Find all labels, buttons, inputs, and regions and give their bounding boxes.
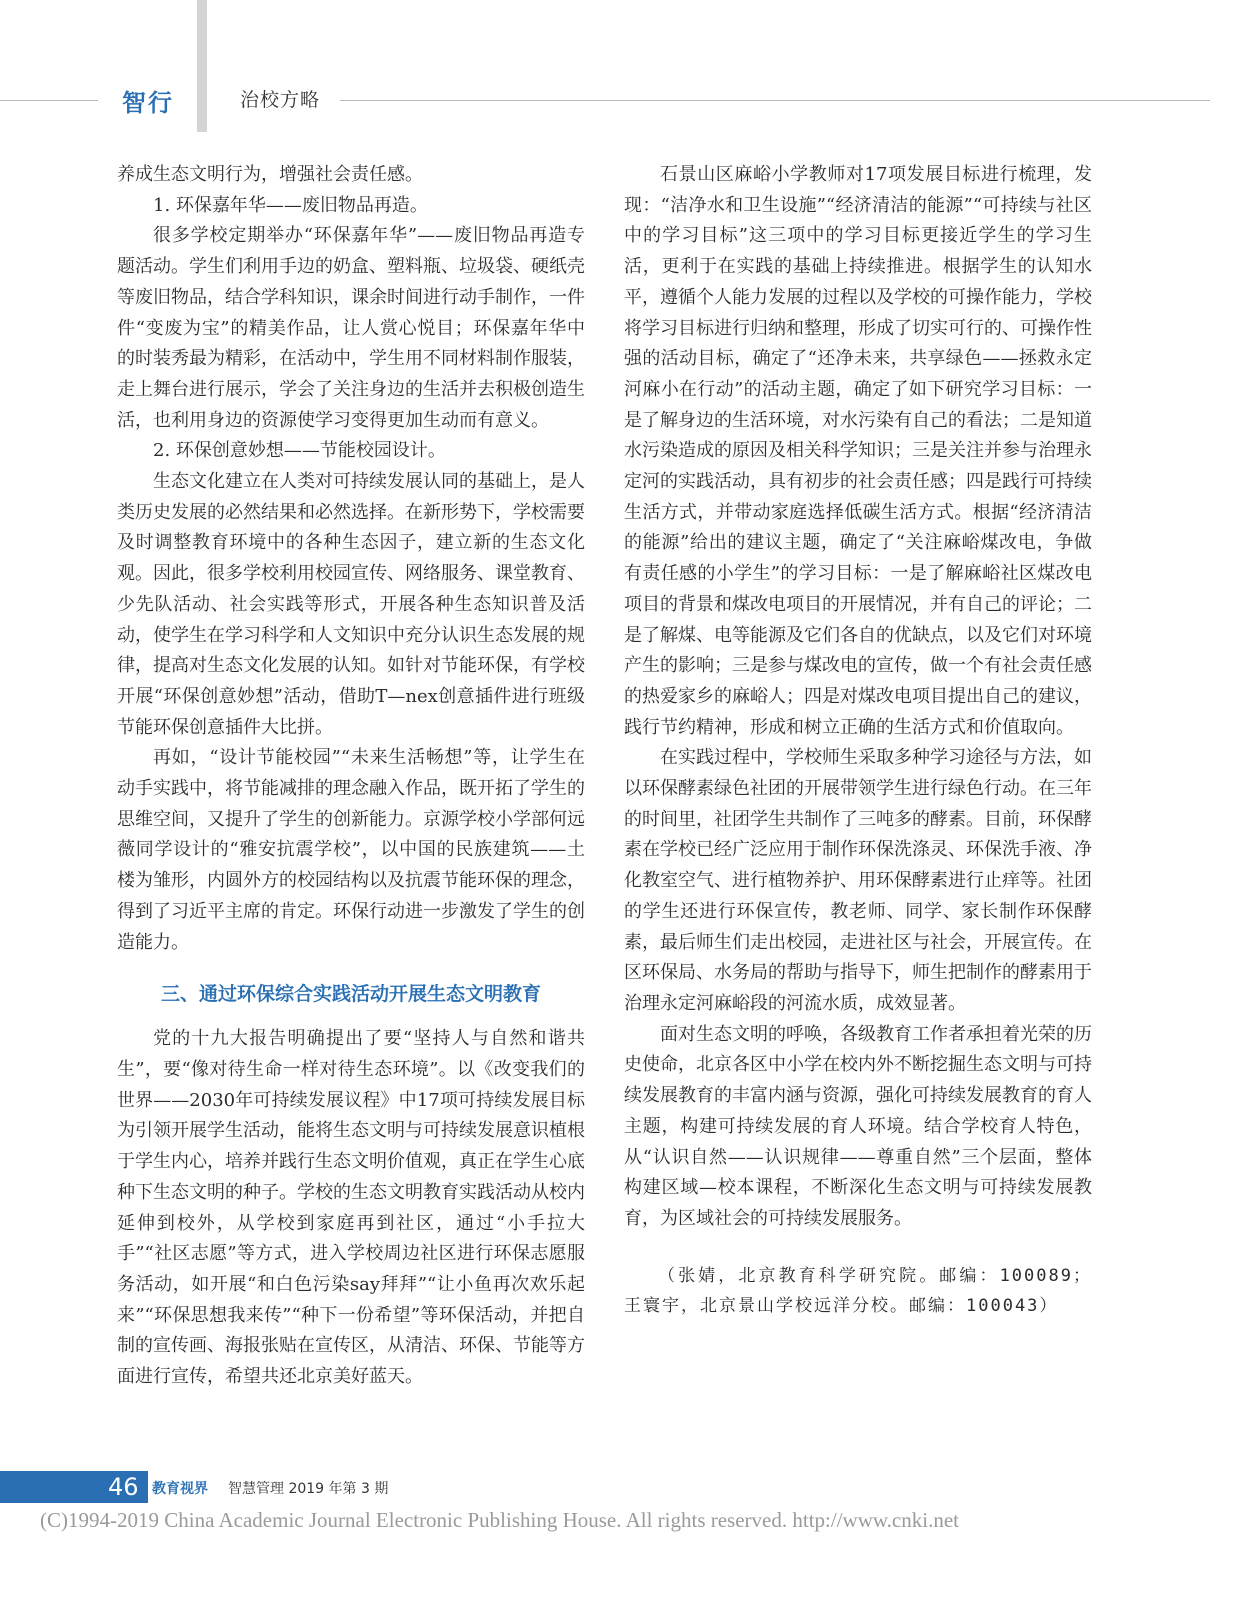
paragraph: 很多学校定期举办“环保嘉年华”——废旧物品再造专题活动。学生们利用手边的奶盒、塑料瓶、垃圾袋、硬纸壳等废旧物品，结合学科知识，课余时间进行动手制作，一件件“变废为宝”的精美作品，让人赏心悦目；环保嘉年华中的时装秀最为精彩，在活动中，学生用不同材料制作服装，走上舞台进行展示，学会了关注身边的生活并去积极创造生活，也利用身边的资源使学习变得更加生动而有意义。 <box>117 225 585 431</box>
header-vertical-bar <box>197 0 207 132</box>
paragraph: 在实践过程中，学校师生采取多种学习途径与方法，如以环保酵素绿色社团的开展带领学生进行绿色行动。在三年的时间里，社团学生共制作了三吨多的酵素。目前，环保酵素在学校已经广泛应用于制作环保洗涤灵、环保洗手液、净化教室空气、进行植物养护、用环保酵素进行止痒等。社团的学生还进行环保宣传，教老师、同学、家长制作环保酵素，最后师生们走出校园，走进社区与社会，开展宣传。在区环保局、水务局的帮助与指导下，师生把制作的酵素用于治理永定河麻峪段的河流水质，成效显著。 <box>624 747 1092 1014</box>
paragraph: 石景山区麻峪小学教师对17项发展目标进行梳理，发现：“洁净水和卫生设施”“经济清洁的能源”“可持续与社区中的学习目标”这三项中的学习目标更接近学生的学习生活，更利于在实践的基础上持续推进。根据学生的认知水平，遵循个人能力发展的过程以及学校的可操作能力，学校将学习目标进行归纳和整理，形成了切实可行的、可操作性强的活动目标，确定了“还净未来，共享绿色——拯救永定河麻小在行动”的活动主题，确定了如下研究学习目标：一是了解身边的生活环境，对水污染有自己的看法；二是知道水污染造成的原因及相关科学知识；三是关注并参与治理永定河的实践活动，具有初步的社会责任感；四是践行可持续生活方式，并带动家庭选择低碳生活方式。根据“经济清洁的能源”给出的建议主题，确定了“关注麻峪煤改电，争做有责任感的小学生”的学习目标：一是了解麻峪社区煤改电项目的背景和煤改电项目的开展情况，并有自己的评论；二是了解煤、电等能源及它们各自的优缺点，以及它们对环境产生的影响；三是参与煤改电的宣传，做一个有社会责任感的热爱家乡的麻峪人；四是对煤改电项目提出自己的建议，践行节约精神，形成和树立正确的生活方式和价值取向。 <box>624 164 1092 738</box>
right-column <box>624 160 1092 1321</box>
page-number: 46 <box>108 1473 139 1501</box>
magazine-logo: 教育视界 <box>152 1481 208 1497</box>
paragraph: 再如，“设计节能校园”“未来生活畅想”等，让学生在动手实践中，将节能减排的理念融入作品，既开拓了学生的思维空间，又提升了学生的创新能力。京源学校小学部何远薇同学设计的“雅安抗震学校”，以中国的民族建筑——土楼为雏形，内圆外方的校园结构以及抗震节能环保的理念，得到了习近平主席的肯定。环保行动进一步激发了学生的创造能力。 <box>117 747 585 953</box>
left-column <box>117 160 585 1393</box>
paragraph: 生态文化建立在人类对可持续发展认同的基础上，是人类历史发展的必然结果和必然选择。在新形势下，学校需要及时调整教育环境中的各种生态因子，建立新的生态文化观。因此，很多学校利用校园宣传、网络服务、课堂教育、少先队活动、社会实践等形式，开展各种生态知识普及活动，使学生在学习科学和人文知识中充分认识生态发展的规律，提高对生态文化发展的认知。如针对节能环保，有学校开展“环保创意妙想”活动，借助T—nex创意插件进行班级节能环保创意插件大比拼。 <box>117 471 585 738</box>
subheading: 2. 环保创意妙想——节能校园设计。 <box>153 440 446 462</box>
header-brand: 智行 <box>122 89 174 117</box>
paragraph: 党的十九大报告明确提出了要“坚持人与自然和谐共生”，要“像对待生命一样对待生态环境”。以《改变我们的世界——2030年可持续发展议程》中17项可持续发展目标为引领开展学生活动，能将生态文明与可持续发展意识植根于学生内心，培养并践行生态文明价值观，真正在学生心底种下生态文明的种子。学校的生态文明教育实践活动从校内延伸到校外，从学校到家庭再到社区，通过“小手拉大手”“社区志愿”等方式，进入学校周边社区进行环保志愿服务活动，如开展“和白色污染say拜拜”“让小鱼再次欢乐起来”“环保思想我来传”“种下一份希望”等环保活动，并把自制的宣传画、海报张贴在宣传区，从清洁、环保、节能等方面进行宣传，希望共还北京美好蓝天。 <box>117 1028 585 1388</box>
header-rule-right <box>340 100 1210 101</box>
section-heading: 三、通过环保综合实践活动开展生态文明教育 <box>160 983 541 1006</box>
header-section-title: 治校方略 <box>240 89 321 111</box>
magazine-issue: 智慧管理 2019 年第 3 期 <box>228 1481 389 1497</box>
header-rule-left <box>0 100 98 101</box>
paragraph: 养成生态文明行为，增强社会责任感。 <box>117 164 423 185</box>
subheading: 1. 环保嘉年华——废旧物品再造。 <box>153 194 428 216</box>
paragraph: 面对生态文明的呼唤，各级教育工作者承担着光荣的历史使命，北京各区中小学在校内外不断挖掘生态文明与可持续发展教育的丰富内涵与资源，强化可持续发展教育的育人主题，构建可持续发展的育人环境。结合学校育人特色，从“认识自然——认识规律——尊重自然”三个层面，整体构建区域—校本课程，不断深化生态文明与可持续发展教育，为区域社会的可持续发展服务。 <box>624 1023 1092 1229</box>
author-note: （张婧，北京教育科学研究院。邮编：100089；王寰宇，北京景山学校远洋分校。邮编：100043） <box>624 1265 1092 1316</box>
copyright-notice: (C)1994-2019 China Academic Journal Electronic Publishing House. All rights reserved. http://www.cnki.net <box>40 1508 959 1532</box>
